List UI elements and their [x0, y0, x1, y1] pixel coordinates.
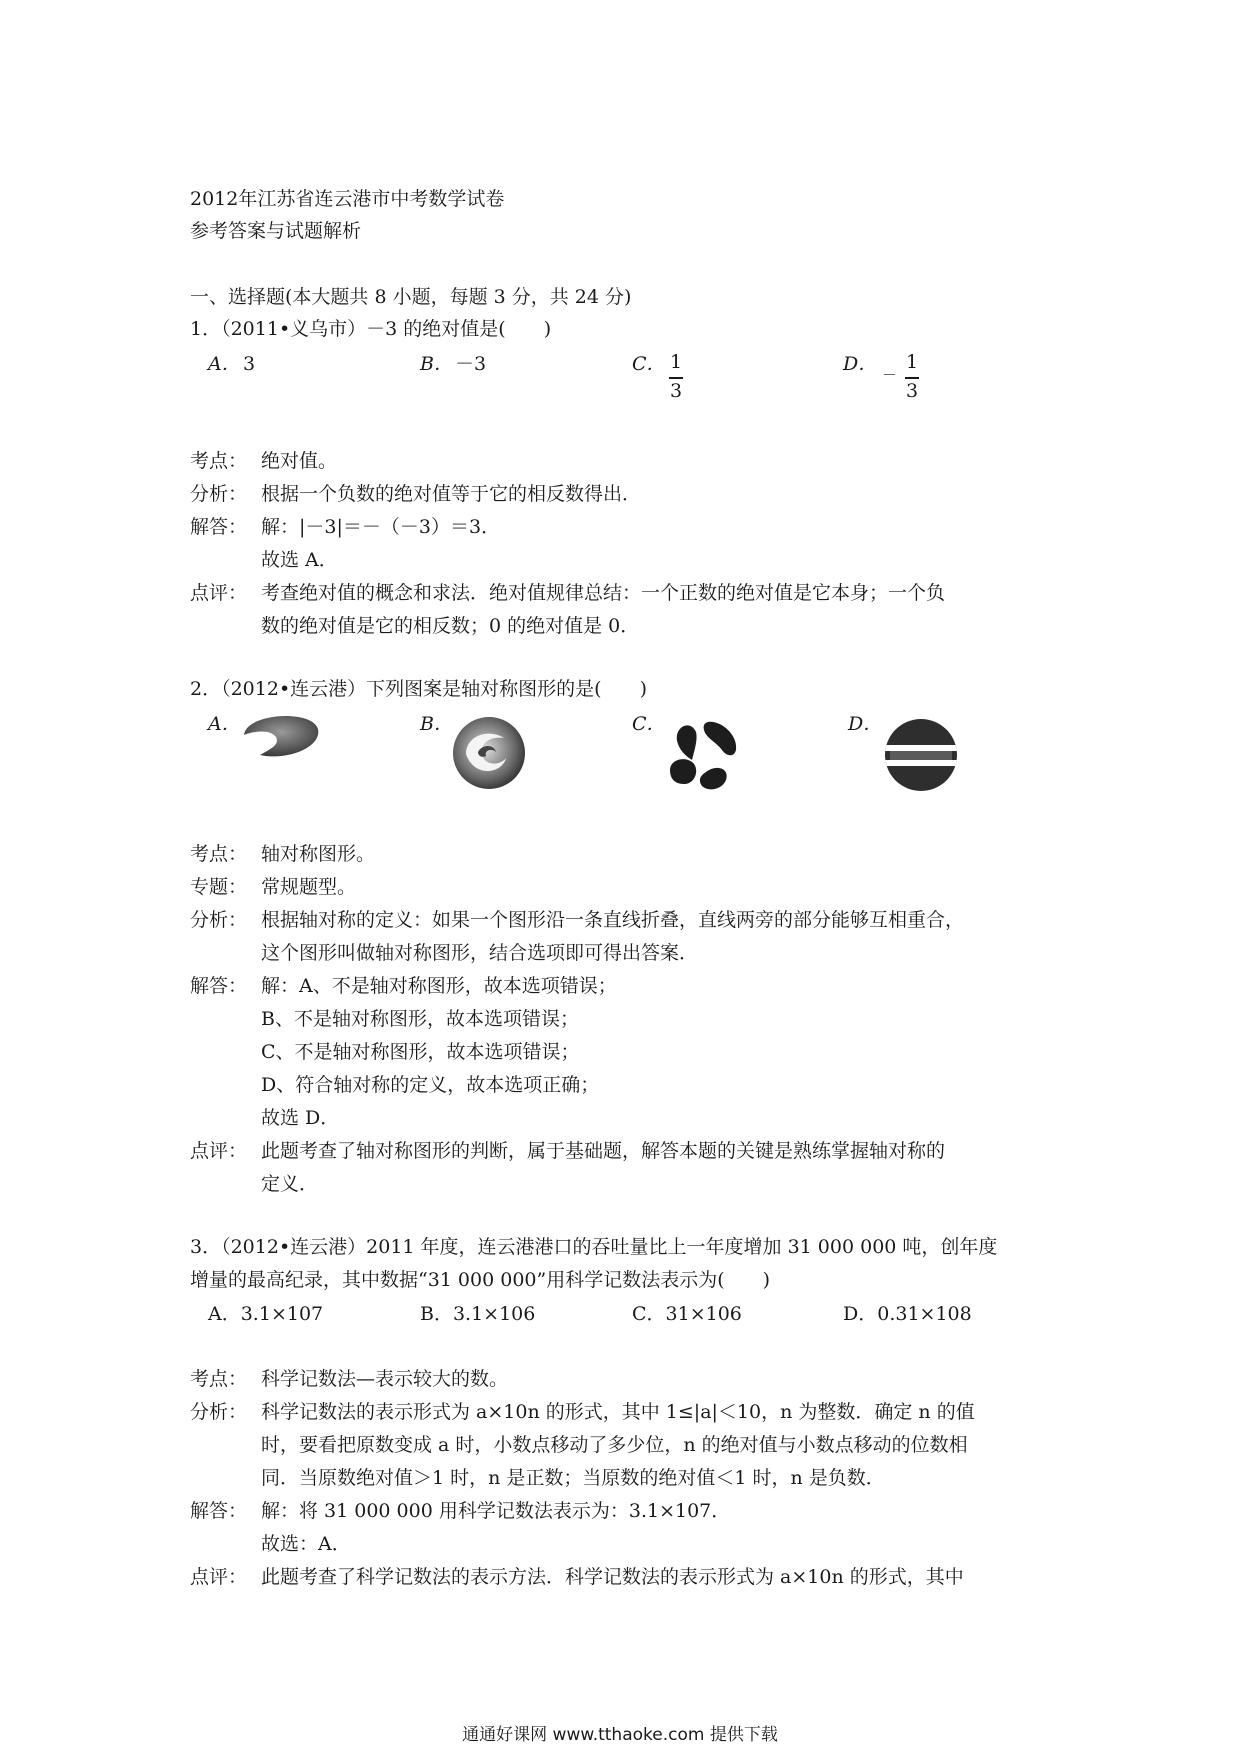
q1-option-c-label: C． [632, 353, 666, 375]
q2-jieda-line4: D、符合轴对称的定义，故本选项正确； [261, 1074, 600, 1096]
q2-jieda-line2: B、不是轴对称图形，故本选项错误； [261, 1008, 579, 1030]
q2-option-b-image [448, 714, 530, 792]
q1-option-c-fraction [669, 353, 683, 401]
q2-dianping-line2: 定义． [261, 1173, 319, 1195]
q1-kaodian-label: 考点： [190, 450, 248, 472]
q1-dianping-line2: 数的绝对值是它的相反数；0 的绝对值是 0． [261, 615, 640, 637]
q1-fenxi: 根据一个负数的绝对值等于它的相反数得出． [261, 483, 642, 505]
q1-stem: 1．（2011•义乌市）－3 的绝对值是( ) [190, 318, 552, 340]
q1-option-a-label: A． [208, 353, 241, 375]
q2-jieda-line1: 解：A、不是轴对称图形，故本选项错误； [261, 975, 617, 997]
q1-kaodian: 绝对值。 [261, 450, 338, 472]
document-subtitle: 参考答案与试题解析 [190, 220, 362, 242]
q3-kaodian: 科学记数法—表示较大的数。 [261, 1368, 509, 1390]
q1-jieda-line2: 故选 A． [261, 549, 338, 571]
q2-option-a-label: A． [208, 713, 241, 735]
q3-option-d: D．0.31×108 [843, 1303, 972, 1325]
q1-option-d-denominator: 3 [905, 379, 919, 402]
page-footer: 通通好课网 www.tthaoke.com 提供下载 [462, 1725, 778, 1745]
q2-dianping-label: 点评： [190, 1140, 248, 1162]
q1-option-d-label: D． [843, 353, 878, 375]
q3-fenxi-line3: 同．当原数绝对值＞1 时，n 是正数；当原数的绝对值＜1 时，n 是负数． [261, 1467, 885, 1489]
q1-option-c-numerator: 1 [669, 351, 683, 373]
q1-option-d-fraction [905, 353, 919, 401]
q3-stem-line2: 增量的最高纪录，其中数据“31 000 000”用科学记数法表示为( ) [190, 1269, 771, 1291]
q1-option-c-denominator: 3 [669, 379, 683, 402]
q1-jieda-label: 解答： [190, 516, 248, 538]
q3-jieda-line1: 解：将 31 000 000 用科学记数法表示为：3.1×107． [261, 1500, 731, 1522]
q2-option-a-image [240, 705, 322, 763]
q3-dianping-label: 点评： [190, 1566, 248, 1588]
fraction-bar [669, 377, 683, 379]
q2-jieda-label: 解答： [190, 975, 248, 997]
q2-dianping-line1: 此题考查了轴对称图形的判断，属于基础题，解答本题的关键是熟练掌握轴对称的 [261, 1140, 946, 1162]
q2-option-b-label: B． [420, 713, 453, 735]
q1-option-b: －3 [455, 353, 487, 375]
q1-dianping-label: 点评： [190, 582, 248, 604]
q1-dianping-line1: 考查绝对值的概念和求法．绝对值规律总结：一个正数的绝对值是它本身；一个负 [261, 582, 946, 604]
q3-option-c: C．31×106 [632, 1303, 742, 1325]
q2-jieda-line5: 故选 D． [261, 1107, 340, 1129]
q3-fenxi-line1: 科学记数法的表示形式为 a×10n 的形式，其中 1≤|a|＜10，n 为整数．确定 n 的值 [261, 1401, 975, 1423]
q2-jieda-line3: C、不是轴对称图形，故本选项错误； [261, 1041, 580, 1063]
q1-fenxi-label: 分析： [190, 483, 248, 505]
q1-option-b-label: B． [420, 353, 453, 375]
q1-option-a: 3 [243, 353, 256, 375]
q2-kaodian-label: 考点： [190, 843, 248, 865]
q3-kaodian-label: 考点： [190, 1368, 248, 1390]
q3-jieda-line2: 故选：A． [261, 1533, 351, 1555]
q2-option-d-image [882, 716, 960, 794]
q1-jieda-line1: 解：|－3|＝－（－3）＝3． [261, 516, 501, 538]
q3-fenxi-line2: 时，要看把原数变成 a 时，小数点移动了多少位，n 的绝对值与小数点移动的位数相 [261, 1434, 968, 1456]
q2-option-d-label: D． [848, 713, 883, 735]
q2-stem: 2．（2012•连云港）下列图案是轴对称图形的是( ) [190, 678, 647, 700]
section-heading: 一、选择题(本大题共 8 小题，每题 3 分，共 24 分) [190, 286, 632, 308]
q3-jieda-label: 解答： [190, 1500, 248, 1522]
q3-fenxi-label: 分析： [190, 1401, 248, 1423]
q2-option-c-label: C． [632, 713, 666, 735]
q2-option-c-image [664, 716, 744, 796]
q2-kaodian: 轴对称图形。 [261, 843, 376, 865]
q2-zhuanti: 常规题型。 [261, 876, 357, 898]
q1-option-d-numerator: 1 [905, 351, 919, 373]
q2-fenxi-label: 分析： [190, 909, 248, 931]
q2-zhuanti-label: 专题： [190, 876, 248, 898]
q3-stem-line1: 3．（2012•连云港）2011 年度，连云港港口的吞吐量比上一年度增加 31 000 000 吨，创年度 [190, 1236, 998, 1258]
q2-fenxi-line1: 根据轴对称的定义：如果一个图形沿一条直线折叠，直线两旁的部分能够互相重合， [261, 909, 965, 931]
fraction-bar [905, 377, 919, 379]
q3-dianping-line1: 此题考查了科学记数法的表示方法．科学记数法的表示形式为 a×10n 的形式，其中 [261, 1566, 964, 1588]
document-title: 2012年江苏省连云港市中考数学试卷 [190, 188, 505, 210]
q1-option-d-sign: － [882, 366, 898, 384]
q3-option-a: A．3.1×107 [208, 1303, 324, 1325]
q2-fenxi-line2: 这个图形叫做轴对称图形，结合选项即可得出答案． [261, 942, 699, 964]
q3-option-b: B．3.1×106 [420, 1303, 536, 1325]
